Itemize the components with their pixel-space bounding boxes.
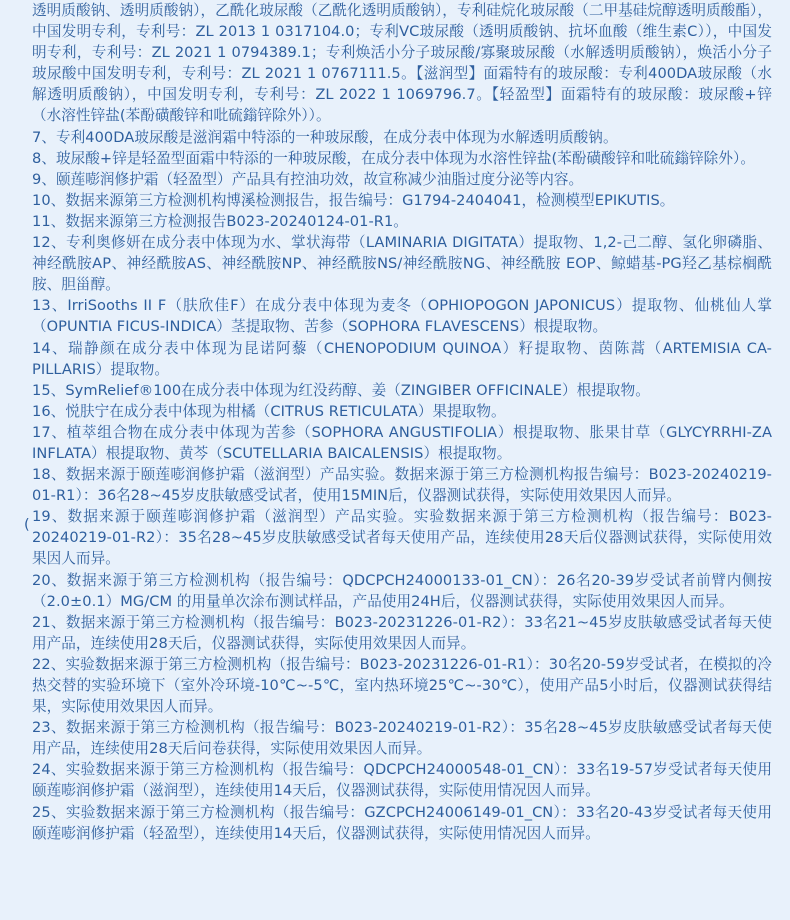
footnote-23: 23、数据来源于第三方检测机构（报告编号：B023-20240219-01-R2）：35名28~45岁皮肤敏感受试者每天使用产品，连续使用28天后问卷获得，实际使用效果因人而异。 — [32, 719, 772, 758]
footnote-10: 10、数据来源第三方检测机构博溪检测报告，报告编号：G1794-2404041，检测模型EPIKUTIS。 — [32, 191, 675, 209]
footnote-18: 18、数据来源于颐莲嘭润修护霜（滋润型）产品实验。数据来源于第三方检测机构报告编号：B023-20240219-01-R1）：36名28~45岁皮肤敏感受试者，使用15MIN后，仪器测试获得，实际使用效果因人而异。 — [32, 466, 772, 505]
footnote-21: 21、数据来源于第三方检测机构（报告编号：B023-20231226-01-R2）：33名21~45岁皮肤敏感受试者每天使用产品，连续使用28天后，仪器测试获得，实际使用效果因人而异。 — [32, 613, 772, 652]
stray-parenthesis: ( — [24, 516, 30, 533]
footnote-17: 17、植萃组合物在成分表中体现为苦参（SOPHORA ANGUSTIFOLIA）根提取物、胀果甘草（GLYCYRRHI-ZA INFLATA）根提取物、黄芩（SCUTELLARIA BAICALENSIS）根提取物。 — [32, 423, 772, 462]
footnote-13: 13、IrriSooths II F（肤欣佳F）在成分表中体现为麦冬（OPHIOPOGON JAPONICUS）提取物、仙桃仙人掌（OPUNTIA FICUS-INDICA）茎提取物、苦参（SOPHORA FLAVESCENS）根提取物。 — [32, 297, 772, 336]
footnote-7: 7、专利400DA玻尿酸是滋润霜中特添的一种玻尿酸，在成分表中体现为水解透明质酸钠。 — [32, 128, 618, 146]
footnote-12: 12、专利奥修妍在成分表中体现为水、掌状海带（LAMINARIA DIGITATA）提取物、1,2-己二醇、氢化卵磷脂、神经酰胺AP、神经酰胺AS、神经酰胺NP、神经酰胺NS/神经酰胺NG、神经酰胺 EOP、鲸蜡基-PG羟乙基棕榈酰胺、胆甾醇。 — [32, 234, 772, 294]
footnote-24: 24、实验数据来源于第三方检测机构（报告编号：QDCPCH24000548-01_CN）：33名19-57岁受试者每天使用颐莲嘭润修护霜（滋润型），连续使用14天后，仪器测试获得，实际使用情况因人而异。 — [32, 761, 772, 800]
footnote-22: 22、实验数据来源于第三方检测机构（报告编号：B023-20231226-01-R1）：30名20-59岁受试者，在模拟的冷热交替的实验环境下（室外冷环境-10℃~-5℃，室内热环境25℃~-30℃），使用产品5小时后，仪器测试获得结果，实际使用效果因人而异。 — [32, 655, 772, 716]
footnote-25: 25、实验数据来源于第三方检测机构（报告编号：GZCPCH24006149-01_CN）：33名20-43岁受试者每天使用颐莲嘭润修护霜（轻盈型），连续使用14天后，仪器测试获得，实际使用情况因人而异。 — [32, 803, 772, 842]
footnote-16: 16、悦肤宁在成分表中体现为柑橘（CITRUS RETICULATA）果提取物。 — [32, 402, 506, 420]
footnote-15: 15、SymRelief®100在成分表中体现为红没药醇、姜（ZINGIBER OFFICINALE）根提取物。 — [32, 381, 650, 399]
footnote-8: 8、玻尿酸+锌是轻盈型面霜中特添的一种玻尿酸，在成分表中体现为水溶性锌盐(苯酚磺酸锌和吡硫鎓锌除外）。 — [32, 149, 755, 167]
footnote-19: 19、数据来源于颐莲嘭润修护霜（滋润型）产品实验。实验数据来源于第三方检测机构（报告编号：B023-20240219-01-R2）：35名28~45岁皮肤敏感受试者每天使用产品，连续使用28天后仪器测试获得，实际使用效果因人而异。 — [32, 508, 772, 568]
footnote-20: 20、数据来源于第三方检测机构（报告编号：QDCPCH24000133-01_CN）：26名20-39岁受试者前臂内侧按（2.0±0.1）MG/CM 的用量单次涂布测试样品，产品使用24H后，仪器测试获得，实际使用效果因人而异。 — [32, 571, 772, 610]
footnote-14: 14、瑞静颜在成分表中体现为昆诺阿藜（CHENOPODIUM QUINOA）籽提取物、茵陈蒿（ARTEMISIA CA-PILLARIS）提取物。 — [32, 339, 772, 378]
footnote-continuation: 透明质酸钠、透明质酸钠），乙酰化玻尿酸（乙酰化透明质酸钠），专利硅烷化玻尿酸（二甲基硅烷醇透明质酸酯），中国发明专利，专利号：ZL 2013 1 0317104.0；专利VC玻尿酸（透明质酸钠、抗坏血酸（维生素C）），中国发明专利，专利号：ZL 2021 1 0794389.1；专利焕活小分子玻尿酸/寡聚玻尿酸（水解透明质酸钠），焕活小分子玻尿酸中国发明专利，专利号：ZL 2021 1 0767111.5。【滋润型】面霜特有的玻尿酸：专利400DA玻尿酸（水解透明质酸钠），中国发明专利，专利号：ZL 2022 1 1069796.7。【轻盈型】面霜特有的玻尿酸：玻尿酸+锌（水溶性锌盐(苯酚磺酸锌和吡硫鎓锌除外））。 — [32, 2, 772, 125]
footnote-11: 11、数据来源第三方检测报告B023-20240124-01-R1。 — [32, 212, 408, 230]
footnote-9: 9、颐莲嘭润修护霜（轻盈型）产品具有控油功效，故宣称减少油脂过度分泌等内容。 — [32, 170, 584, 188]
